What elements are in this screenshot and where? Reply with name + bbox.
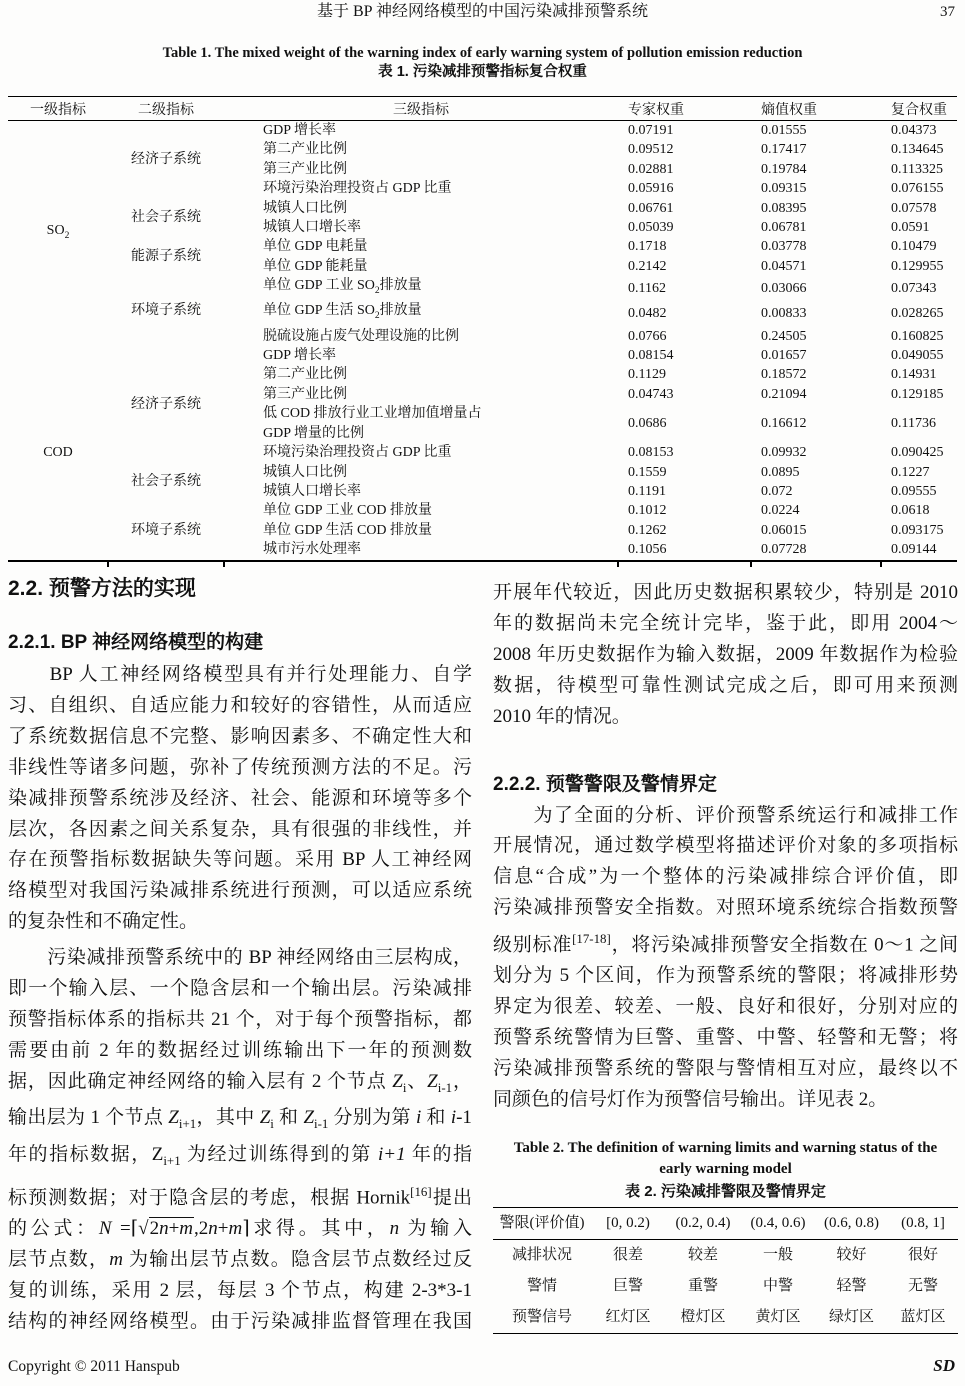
body-text-line: 标预测数据；对于隐含层的考虑，根据 Hornik[16]提出	[8, 1183, 472, 1209]
mixed-weight-cell: 0.129185	[891, 386, 944, 402]
entropy-weight-cell: 0.0895	[761, 464, 800, 480]
table2-value-cell: 轻警	[836, 1277, 867, 1294]
table1-header-entropy-weight: 熵值权重	[761, 102, 817, 118]
body-text-line: 2008 年历史数据作为输入数据，2009 年数据作为检验	[493, 643, 958, 665]
expert-weight-cell: 0.05039	[628, 220, 674, 236]
body-text-line: 复的训练，采用 2 层，每层 3 个节点，构建 2-3*3-1	[8, 1279, 472, 1301]
journal-mark: SD	[933, 1356, 955, 1375]
entropy-weight-cell: 0.0224	[761, 503, 800, 519]
body-text-line: 输出层为 1 个节点 $Z_{i+1}$，其中 $Z_i$ 和 $Z_{i-1}$ 分别为第 i 和 i-1	[8, 1107, 472, 1132]
body-text-line: 络模型对我国污染减排系统进行预测，可以适应系统	[8, 880, 472, 902]
table1-row	[8, 237, 957, 256]
mixed-weight-cell: 0.129955	[891, 258, 944, 274]
expert-weight-cell: 0.08154	[628, 348, 674, 364]
table2	[493, 1207, 958, 1334]
table1-column-tick	[750, 562, 752, 567]
expert-weight-cell: 0.1129	[628, 367, 666, 383]
entropy-weight-cell: 0.03778	[761, 239, 807, 255]
mixed-weight-cell: 0.07578	[891, 200, 937, 216]
table2-row-label: 预警信号	[511, 1308, 572, 1325]
body-text-line: 即一个输入层、一个隐含层和一个输出层。污染减排	[8, 978, 472, 1000]
table2-row	[493, 1302, 958, 1333]
level3-indicator-cell: 城镇人口增长率	[263, 483, 361, 499]
body-text-line: 界定为很差、较差、一般、良好和很好，分别对应的	[493, 996, 958, 1018]
entropy-weight-cell: 0.072	[761, 483, 793, 499]
level3-indicator-cell: 单位 GDP 生活 $SO_2$排放量	[263, 303, 422, 322]
body-paragraph	[8, 943, 472, 1338]
mixed-weight-cell: 0.049055	[891, 348, 944, 364]
entropy-weight-cell: 0.07728	[761, 542, 807, 558]
expert-weight-cell: 0.0686	[628, 415, 667, 431]
table1-wrapper	[8, 96, 957, 562]
body-paragraph	[8, 660, 472, 938]
level3-indicator-cell: GDP 增长率	[263, 123, 336, 138]
table1-column-tick	[107, 562, 109, 567]
entropy-weight-cell: 0.06015	[761, 522, 807, 538]
table1-column-tick	[223, 562, 225, 567]
expert-weight-cell: 0.1559	[628, 464, 667, 480]
table2-row	[493, 1207, 958, 1239]
entropy-weight-cell: 0.01657	[761, 348, 807, 364]
level1-indicator-cell: $SO_2$	[46, 222, 70, 241]
level3-indicator-cell: 第三产业比例	[263, 386, 347, 402]
body-paragraph	[493, 801, 958, 1116]
mixed-weight-cell: 0.0591	[891, 220, 930, 236]
table1-header-mixed-weight: 复合权重	[891, 102, 947, 118]
table1-row	[8, 501, 957, 520]
mixed-weight-cell: 0.11736	[891, 415, 936, 431]
entropy-weight-cell: 0.01555	[761, 123, 807, 138]
entropy-weight-cell: 0.09315	[761, 181, 807, 197]
table1-column-tick	[617, 562, 619, 567]
body-text-line: 的复杂性和不确定性。	[8, 911, 199, 933]
table2-row-label: 警情	[526, 1277, 557, 1294]
body-text-line: 级别标准[17-18]，将污染减排预警安全指数在 0～1 之间	[493, 931, 958, 956]
level3-indicator-cell: 低 COD 排放行业工业增加值增量占 GDP 增量的比例	[263, 406, 482, 441]
expert-weight-cell: 0.1191	[628, 483, 666, 499]
body-text-line: BP 人工神经网络模型具有并行处理能力、自学	[8, 664, 472, 685]
table2-value-cell: 较差	[687, 1246, 718, 1263]
expert-weight-cell: 0.09512	[628, 142, 674, 158]
level3-indicator-cell: 城镇人口增长率	[263, 220, 361, 236]
entropy-weight-cell: 0.21094	[761, 386, 807, 402]
table2-row-label: 警限(评价值)	[499, 1214, 585, 1231]
left-column	[8, 570, 472, 1338]
mixed-weight-cell: 0.076155	[891, 181, 944, 197]
level3-indicator-cell: 脱硫设施占废气处理设施的比例	[263, 328, 459, 344]
table2-value-cell: 绿灯区	[828, 1308, 874, 1325]
expert-weight-cell: 0.0766	[628, 328, 667, 344]
entropy-weight-cell: 0.18572	[761, 367, 807, 383]
page-number: 37	[940, 4, 955, 20]
body-text-line: 年的指标数据，$Z_{i+1}$ 为经过训练得到的第 i+1 年的指	[8, 1144, 472, 1168]
table2-value-cell: 巨警	[612, 1277, 643, 1294]
table1-row	[8, 199, 957, 218]
level2-indicator-cell: 经济子系统	[131, 152, 201, 168]
body-text-line: 层节点数，m 为输出层节点数。隐含层节点数经过反	[8, 1249, 472, 1271]
entropy-weight-cell: 0.09932	[761, 445, 807, 461]
mixed-weight-cell: 0.113325	[891, 161, 943, 177]
entropy-weight-cell: 0.06781	[761, 220, 807, 236]
body-text-line: 为了全面的分析、评价预警系统运行和减排工作	[493, 804, 958, 826]
level3-indicator-cell: 第三产业比例	[263, 161, 347, 177]
entropy-weight-cell: 0.16612	[761, 415, 807, 431]
table1-header-level3: 三级指标	[393, 102, 449, 118]
section-heading-2-2: 2.2. 预警方法的实现	[8, 577, 196, 600]
level3-indicator-cell: 单位 GDP 生活 COD 排放量	[263, 522, 433, 538]
level3-indicator-cell: 环境污染治理投资占 GDP 比重	[263, 445, 452, 461]
body-text-line: 2010 年的情况。	[493, 705, 631, 727]
level3-indicator-cell: 城镇人口比例	[263, 200, 347, 216]
table2-row	[493, 1271, 958, 1302]
level3-indicator-cell: 第二产业比例	[263, 367, 347, 383]
entropy-weight-cell: 0.08395	[761, 200, 807, 216]
table2-caption-en: Table 2. The definition of warning limits and warning status of the early warning model	[513, 1139, 938, 1177]
level3-indicator-cell: 单位 GDP 电耗量	[263, 239, 368, 255]
level2-indicator-cell: 社会子系统	[131, 474, 201, 490]
table1-column-tick	[880, 562, 882, 567]
expert-weight-cell: 0.1056	[628, 542, 667, 558]
table2-row-label: 减排状况	[511, 1246, 572, 1263]
expert-weight-cell: 0.07191	[628, 123, 674, 138]
level2-indicator-cell: 社会子系统	[131, 210, 201, 226]
entropy-weight-cell: 0.19784	[761, 161, 807, 177]
body-text-line: 数据，待模型可靠性测试完成之后，即可用来预测	[493, 674, 958, 696]
table2-value-cell: 一般	[762, 1246, 793, 1263]
body-text-line: 开展年代较近，因此历史数据积累较少，特别是 2010	[493, 582, 958, 603]
body-text-line: 同颜色的信号灯作为预警信号输出。详见表 2。	[493, 1089, 888, 1111]
table1-caption-zh: 表 1. 污染减排预警指标复合权重	[378, 64, 587, 80]
mixed-weight-cell: 0.14931	[891, 367, 937, 383]
table1-header-row	[8, 97, 957, 121]
body-text-line: 年的数据尚未完全统计完毕，鉴于此，即用 2004～	[493, 612, 958, 634]
expert-weight-cell: 0.04743	[628, 386, 674, 402]
level3-indicator-cell: 第二产业比例	[263, 142, 347, 158]
body-text-line: 的公式：N =⌈√2n+m,2n+m⌉求得。其中，n 为输入	[8, 1218, 472, 1240]
entropy-weight-cell: 0.17417	[761, 142, 807, 158]
table2-caption-zh: 表 2. 污染减排警限及警情界定	[625, 1182, 826, 1200]
mixed-weight-cell: 0.0618	[891, 503, 930, 519]
expert-weight-cell: 0.2142	[628, 258, 667, 274]
level3-indicator-cell: 城市污水处理率	[263, 542, 361, 558]
table1-header-expert-weight: 专家权重	[628, 102, 684, 118]
mixed-weight-cell: 0.09555	[891, 483, 937, 499]
section-heading-2-2-2: 2.2.2. 预警警限及警情界定	[493, 773, 717, 795]
mixed-weight-cell: 0.093175	[891, 522, 944, 538]
body-text-line: 据，因此确定神经网络的输入层有 2 个节点 $Z_i$、$Z_{i-1}$，	[8, 1070, 472, 1095]
table1-caption	[0, 44, 965, 82]
expert-weight-cell: 0.05916	[628, 181, 674, 197]
expert-weight-cell: 0.1718	[628, 239, 667, 255]
body-text-line: 划分为 5 个区间，作为预警系统的警限；将减排形势	[493, 965, 958, 987]
table2-value-cell: [0, 0.2)	[606, 1214, 650, 1231]
body-text-line: 非线性等诸多问题，弥补了传统预测方法的不足。污	[8, 756, 472, 778]
table2-caption	[493, 1138, 958, 1202]
mixed-weight-cell: 0.028265	[891, 306, 944, 322]
mixed-weight-cell: 0.04373	[891, 123, 937, 138]
level2-indicator-cell: 能源子系统	[131, 249, 201, 265]
mixed-weight-cell: 0.10479	[891, 239, 937, 255]
table2-value-cell: (0.6, 0.8)	[824, 1214, 879, 1231]
body-text-line: 了系统数据信息不完整、影响因素多、不确定性大和	[8, 725, 472, 747]
expert-weight-cell: 0.1162	[628, 281, 666, 297]
body-paragraph	[493, 578, 958, 733]
level2-indicator-cell: 环境子系统	[131, 303, 201, 319]
expert-weight-cell: 0.1262	[628, 522, 667, 538]
table1-row	[8, 121, 957, 141]
footer-copyright: Copyright © 2011 Hanspub	[8, 1358, 180, 1375]
expert-weight-cell: 0.06761	[628, 200, 674, 216]
level1-indicator-cell: COD	[43, 445, 73, 461]
table1-row	[8, 276, 957, 301]
table2-value-cell: (0.2, 0.4)	[675, 1214, 731, 1231]
table1-caption-en: Table 1. The mixed weight of the warning index of early warning system of pollution emission reduction	[162, 45, 803, 61]
body-text-line: 存在预警指标数据缺失等问题。采用 BP 人工神经网	[8, 849, 472, 871]
level3-indicator-cell: 单位 GDP 工业 COD 排放量	[263, 503, 433, 519]
mixed-weight-cell: 0.07343	[891, 281, 937, 297]
entropy-weight-cell: 0.00833	[761, 306, 807, 322]
body-text-line: 层次，各因素之间关系复杂，具有很强的非线性，并	[8, 818, 472, 840]
table2-value-cell: 很差	[612, 1246, 643, 1263]
body-text-line: 预警指标体系的指标共 21 个，对于每个预警指标，都	[8, 1008, 472, 1030]
body-text-line: 污染减排预警安全指数。对照环境系统综合指数预警	[493, 897, 958, 919]
table2-value-cell: 无警	[907, 1277, 938, 1294]
mixed-weight-cell: 0.09144	[891, 542, 937, 558]
table1	[8, 96, 957, 562]
table2-value-cell: 很好	[907, 1246, 938, 1263]
expert-weight-cell: 0.08153	[628, 445, 674, 461]
body-text-line: 信息“合成”为一个整体的污染减排综合评价值，即	[493, 866, 958, 888]
level3-indicator-cell: 单位 GDP 工业 $SO_2$排放量	[263, 278, 422, 297]
level3-indicator-cell: GDP 增长率	[263, 348, 336, 364]
level2-indicator-cell: 经济子系统	[131, 396, 201, 412]
section-heading-2-2-1: 2.2.1. BP 神经网络模型的构建	[8, 632, 264, 653]
mixed-weight-cell: 0.160825	[891, 328, 944, 344]
body-text-line: 需要由前 2 年的数据经过训练输出下一年的预测数	[8, 1039, 472, 1061]
level3-indicator-cell: 城镇人口比例	[263, 464, 347, 480]
right-column	[493, 570, 958, 1334]
mixed-weight-cell: 0.1227	[891, 464, 930, 480]
running-head-title: 基于 BP 神经网络模型的中国污染减排预警系统	[317, 3, 648, 20]
table2-value-cell: 重警	[687, 1277, 718, 1294]
expert-weight-cell: 0.0482	[628, 306, 667, 322]
body-text-line: 污染减排预警系统的警限与警情相互对应，最终以不	[493, 1058, 958, 1080]
table2-value-cell: 红灯区	[605, 1308, 651, 1325]
table2-row	[493, 1239, 958, 1270]
body-text-line: 结构的神经网络模型。由于污染减排监督管理在我国	[8, 1310, 472, 1332]
table1-header-level2: 二级指标	[138, 102, 194, 118]
table2-value-cell: (0.8, 1]	[901, 1214, 945, 1231]
body-text-line: 预警系统警情为巨警、重警、中警、轻警和无警；将	[493, 1027, 958, 1049]
expert-weight-cell: 0.02881	[628, 161, 674, 177]
table2-value-cell: 黄灯区	[755, 1308, 801, 1325]
mixed-weight-cell: 0.090425	[891, 445, 944, 461]
table2-value-cell: 较好	[836, 1246, 867, 1263]
table2-value-cell: 中警	[762, 1277, 793, 1294]
table2-value-cell: 蓝灯区	[900, 1308, 946, 1325]
body-text-line: 污染减排预警系统中的 BP 神经网络由三层构成，	[8, 947, 472, 969]
entropy-weight-cell: 0.24505	[761, 328, 807, 344]
table1-row	[8, 346, 957, 365]
mixed-weight-cell: 0.134645	[891, 142, 944, 158]
body-text-line: 染减排预警系统涉及经济、社会、能源和环境等多个	[8, 787, 472, 809]
table2-value-cell: (0.4, 0.6)	[750, 1214, 806, 1231]
entropy-weight-cell: 0.03066	[761, 281, 807, 297]
level3-indicator-cell: 单位 GDP 能耗量	[263, 258, 368, 274]
table1-row	[8, 463, 957, 482]
level2-indicator-cell: 环境子系统	[131, 522, 201, 538]
table2-value-cell: 橙灯区	[680, 1308, 726, 1325]
body-text-line: 开展情况，通过数学模型将描述评价对象的多项指标	[493, 835, 958, 857]
expert-weight-cell: 0.1012	[628, 503, 667, 519]
table1-header-level1: 一级指标	[30, 102, 86, 118]
level3-indicator-cell: 环境污染治理投资占 GDP 比重	[263, 181, 452, 197]
body-text-line: 习、自组织、自适应能力和较好的容错性，从而适应	[8, 694, 472, 716]
entropy-weight-cell: 0.04571	[761, 258, 807, 274]
